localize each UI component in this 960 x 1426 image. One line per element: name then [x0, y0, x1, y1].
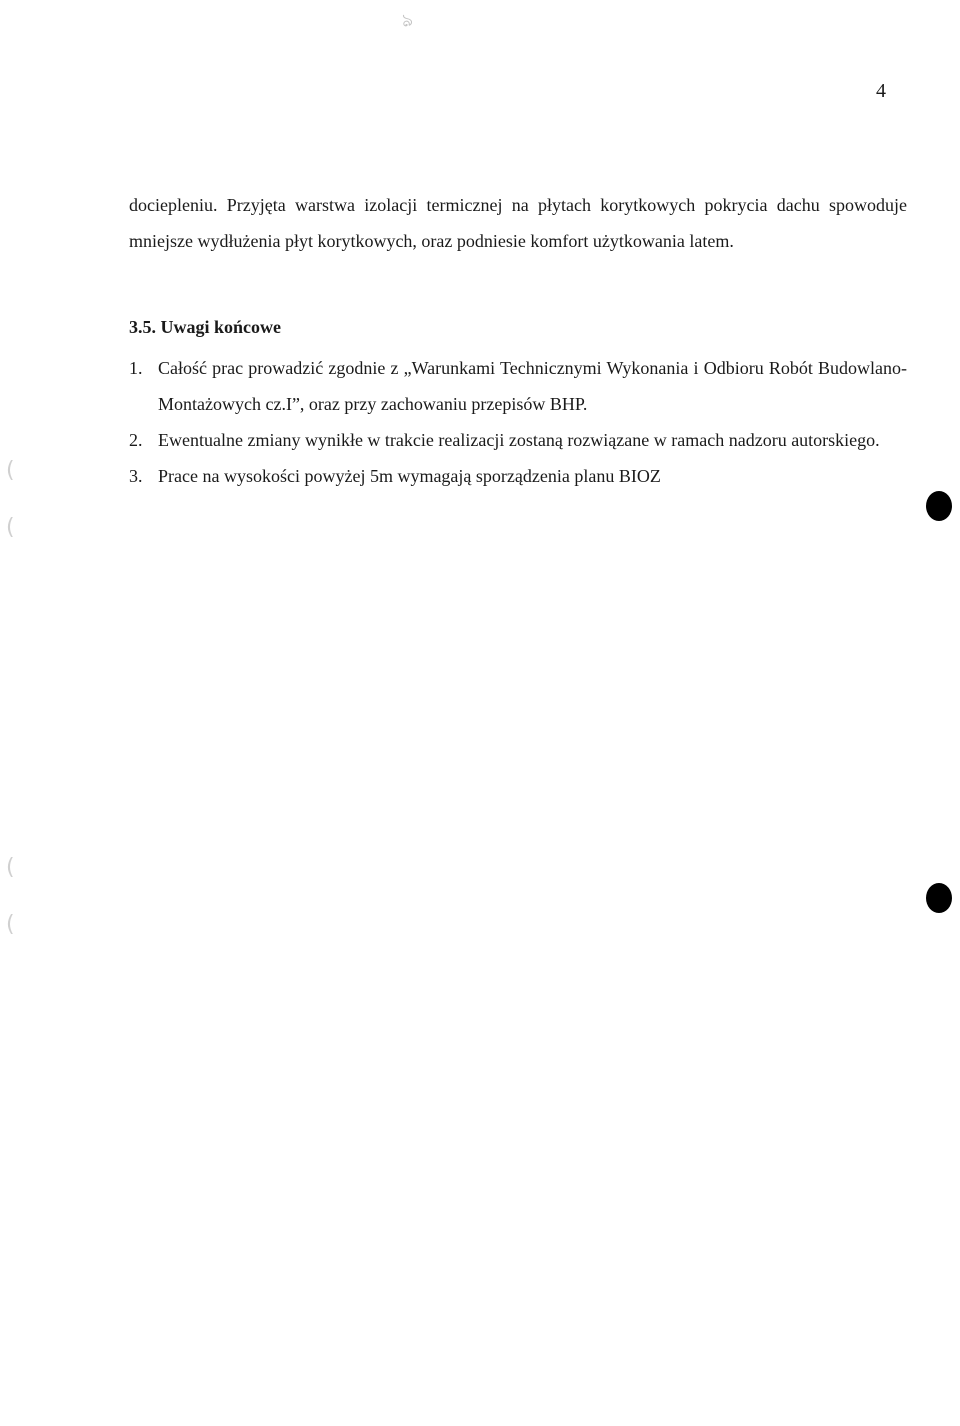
list-item — [129, 458, 907, 494]
section-heading: 3.5. Uwagi końcowe — [129, 317, 281, 337]
list-item-number: 2. — [129, 430, 143, 450]
handwritten-corner-mark: ঌ — [400, 9, 415, 31]
intro-paragraph: docieplenіu. Przyjęta warstwa izolacji termicznej na płytach korytkowych pokrycia dachu spowoduje mniejsze wydłużenia płyt korytkowych, oraz podniesie komfort użytkowania latem. — [129, 195, 907, 251]
list-item-number: 1. — [129, 358, 143, 378]
list-item-text: Prace na wysokości powyżej 5m wymagają sporządzenia planu BIOZ — [158, 466, 661, 486]
list-item-text: Ewentualne zmiany wynikłe w trakcie realizacji zostaną rozwiązane w ramach nadzoru autorskiego. — [158, 430, 880, 450]
remarks-list — [129, 350, 907, 494]
margin-scan-mark: ( — [6, 855, 15, 880]
list-item — [129, 350, 907, 422]
punch-hole-top — [926, 491, 952, 521]
list-item-number: 3. — [129, 466, 143, 486]
list-item — [129, 422, 907, 458]
margin-scan-mark: ( — [6, 458, 15, 483]
margin-scan-mark: ( — [6, 912, 15, 937]
punch-hole-bottom — [926, 883, 952, 913]
list-item-text: Całość prac prowadzić zgodnie z „Warunkami Technicznymi Wykonania i Odbioru Robót Budowlano-Montażowych cz.I”, oraz przy zachowaniu przepisów BHP. — [158, 358, 907, 414]
margin-scan-mark: ( — [6, 515, 15, 540]
page-number: 4 — [876, 80, 886, 102]
